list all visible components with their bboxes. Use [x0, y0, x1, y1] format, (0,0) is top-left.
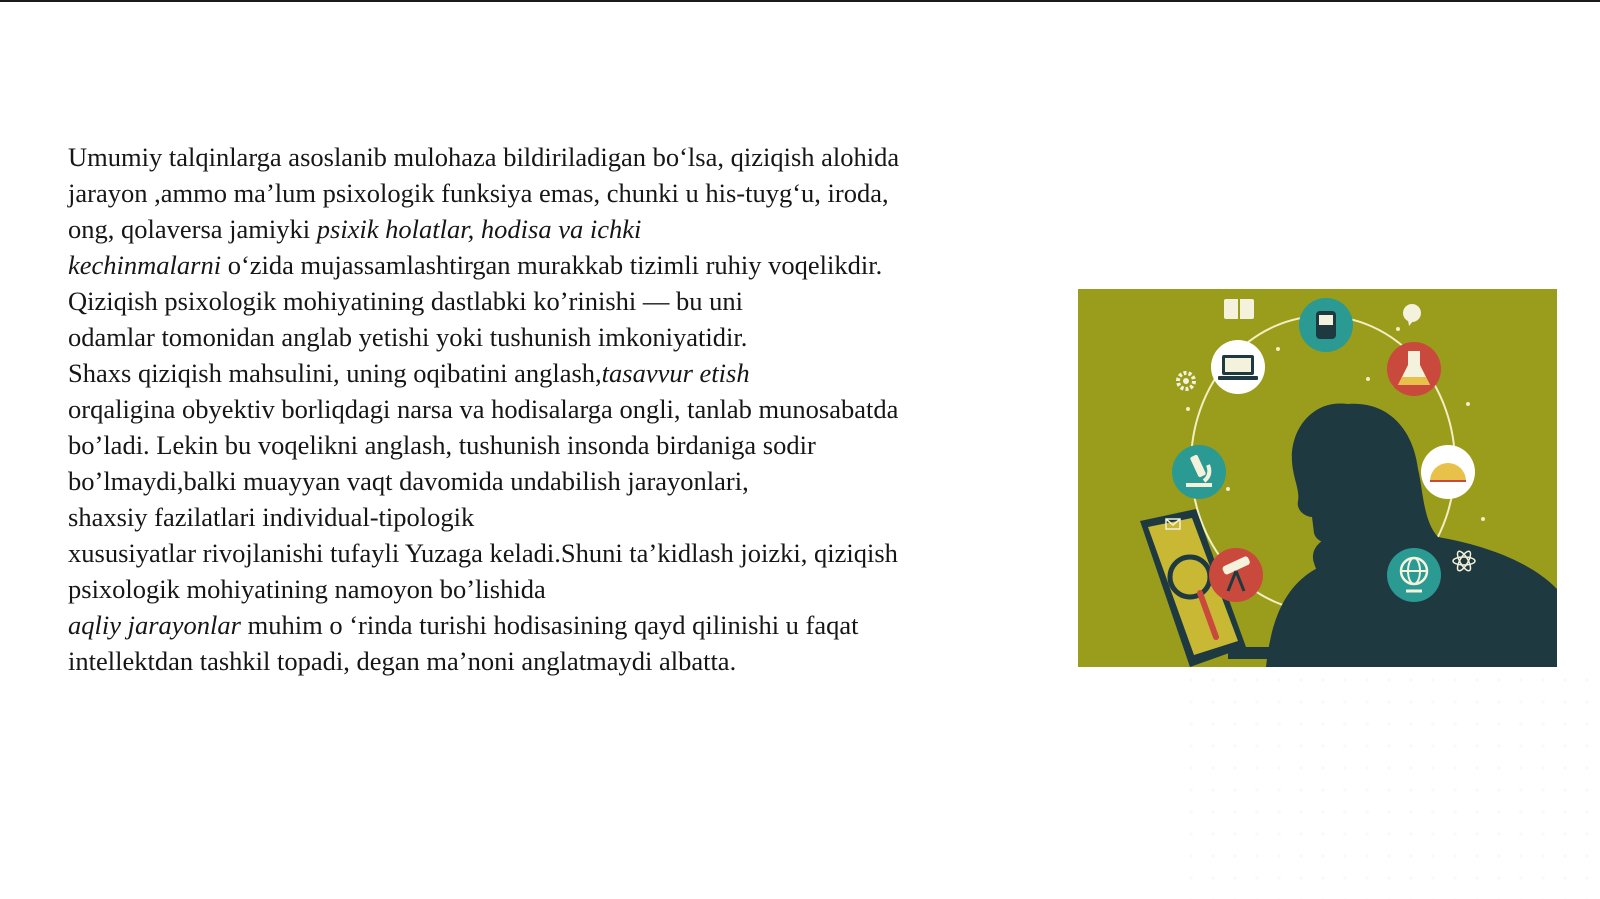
italic-phrase: kechinmalarni [68, 250, 222, 280]
paragraph-line: xususiyatlar rivojlanishi tufayli Yuzaga keladi.Shuni ta’kidlash joizki, qiziqish [68, 538, 898, 568]
microscope-icon [1172, 445, 1226, 499]
paragraph-line: psixologik mohiyatining namoyon bo’lishida [68, 574, 546, 604]
paragraph-line: bo’ladi. Lekin bu voqelikni anglash, tushunish insonda birdaniga sodir [68, 430, 816, 460]
paragraph-line: bo’lmaydi,balki muayyan vaqt davomida undabilish jarayonlari, [68, 466, 749, 496]
italic-phrase: tasavvur etish [601, 358, 750, 388]
test-tube-icon [1299, 298, 1353, 352]
paragraph-line: jarayon ,ammo ma’lum psixologik funksiya emas, chunki u his-tuyg‘u, iroda, [68, 178, 889, 208]
paragraph-line: aqliy jarayonlar muhim o ‘rinda turishi hodisasining qayd qilinishi u faqat [68, 610, 859, 640]
thinking-student-illustration [1078, 289, 1557, 667]
italic-phrase: aqliy jarayonlar [68, 610, 241, 640]
top-border [0, 0, 1600, 2]
telescope-icon [1209, 548, 1263, 602]
globe-icon [1387, 548, 1441, 602]
paragraph-line: odamlar tomonidan anglab yetishi yoki tushunish imkoniyatidir. [68, 322, 748, 352]
paragraph-line: shaxsiy fazilatlari individual-tipologik [68, 502, 475, 532]
body-paragraph [68, 139, 1028, 679]
paragraph-line: orqaligina obyektiv borliqdagi narsa va hodisalarga ongli, tanlab munosabatda [68, 394, 899, 424]
book-icon [1224, 299, 1254, 319]
paragraph-line: ong, qolaversa jamiyki psixik holatlar, hodisa va ichki [68, 214, 642, 244]
paragraph-line: kechinmalarni o‘zida mujassamlashtirgan murakkab tizimli ruhiy voqelikdir. [68, 250, 883, 280]
paragraph-line: intellektdan tashkil topadi, degan ma’noni anglatmaydi albatta. [68, 646, 737, 676]
gear-icon [1178, 373, 1194, 389]
paragraph-line: Qiziqish psixologik mohiyatining dastlabki ko’rinishi — bu uni [68, 286, 743, 316]
protractor-icon [1421, 445, 1475, 499]
speech-bubble-icon [1403, 304, 1421, 326]
flask-icon [1387, 342, 1441, 396]
person-silhouette [1266, 403, 1557, 667]
decorative-dot-pattern [1180, 669, 1600, 899]
paragraph-line: Umumiy talqinlarga asoslanib mulohaza bildiriladigan bo‘lsa, qiziqish alohida [68, 142, 900, 172]
paragraph-line: Shaxs qiziqish mahsulini, uning oqibatini anglash,tasavvur etish [68, 358, 750, 388]
laptop-icon [1211, 340, 1265, 394]
italic-phrase: psixik holatlar, hodisa va ichki [316, 214, 642, 244]
